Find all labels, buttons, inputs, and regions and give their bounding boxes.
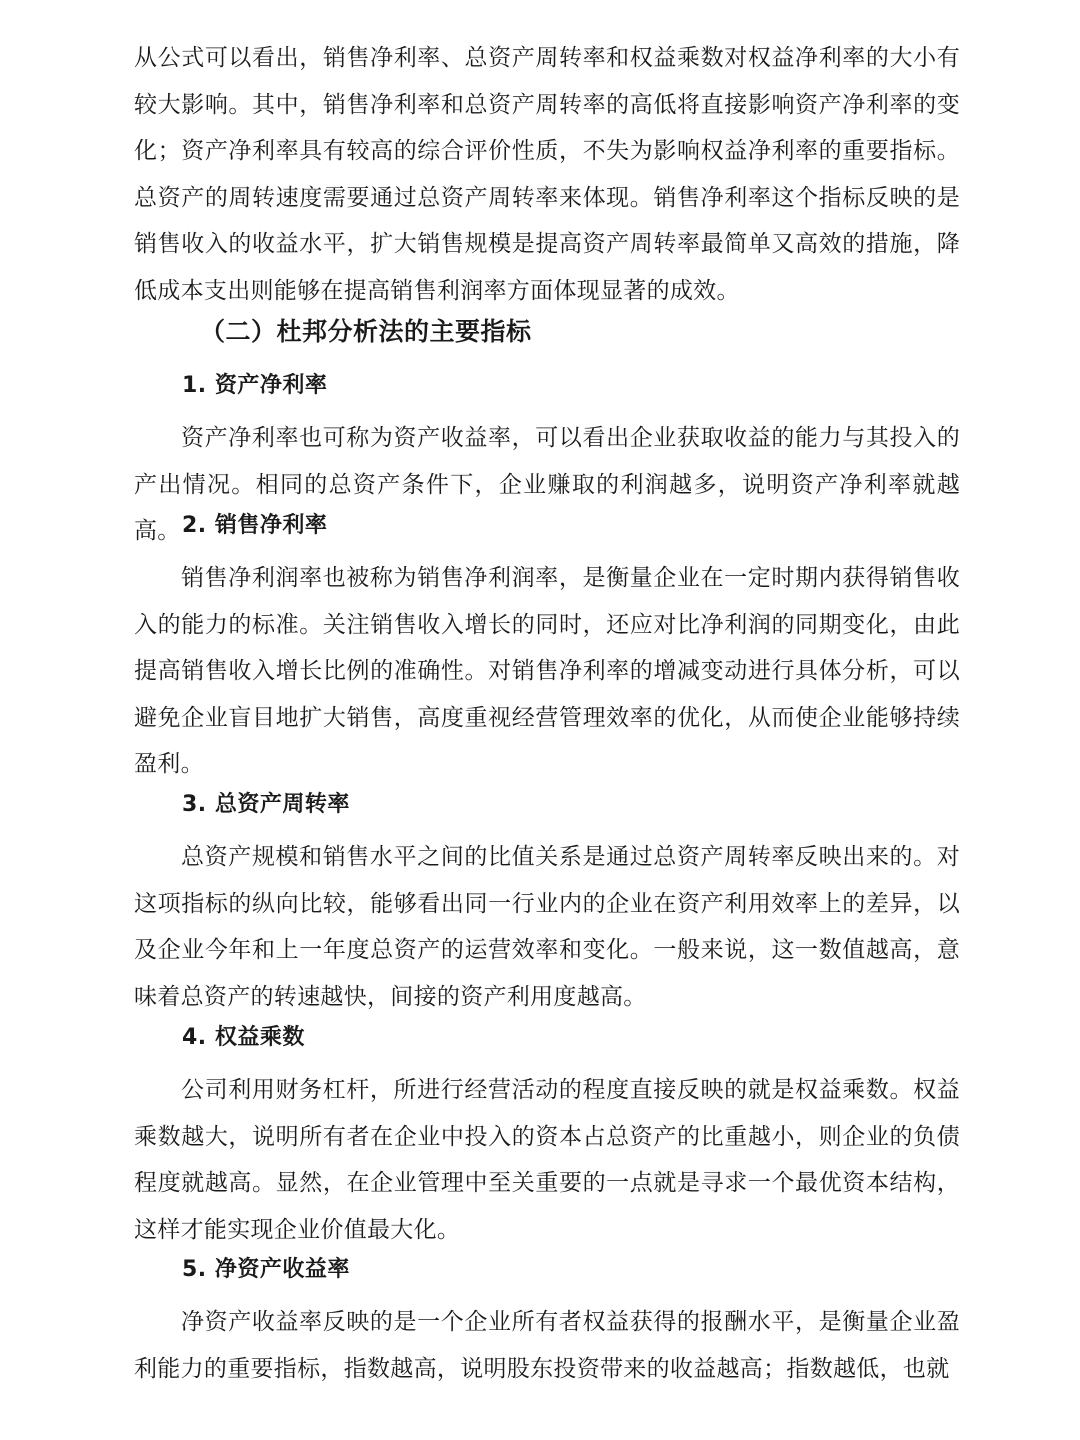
intro-paragraph: 从公式可以看出，销售净利率、总资产周转率和权益乘数对权益净利率的大小有较大影响。其中，销售净利率和总资产周转率的高低将直接影响资产净利率的变化；资产净利率具有较高的综合评价性质，不失为影响权益净利率的重要指标。总资产的周转速度需要通过总资产周转率来体现。销售净利率这个指标反映的是销售收入的收益水平，扩大销售规模是提高资产周转率最简单又高效的措施，降低成本支出则能够在提高销售利润率方面体现显著的成效。 xyxy=(134,45,960,304)
item-5-body: 净资产收益率反映的是一个企业所有者权益获得的报酬水平，是衡量企业盈利能力的重要指标，指数越高，说明股东投资带来的收益越高；指数越低，也就 xyxy=(134,1309,960,1382)
item-3-heading: 3. 总资产周转率 xyxy=(182,792,350,817)
item-4-body: 公司利用财务杠杆，所进行经营活动的程度直接反映的就是权益乘数。权益乘数越大，说明所有者在企业中投入的资本占总资产的比重越小，则企业的负债程度就越高。显然，在企业管理中至关重要的一点就是寻求一个最优资本结构，这样才能实现企业价值最大化。 xyxy=(134,1077,960,1243)
item-5-heading: 5. 净资产收益率 xyxy=(182,1257,350,1282)
item-3-body: 总资产规模和销售水平之间的比值关系是通过总资产周转率反映出来的。对这项指标的纵向比较，能够看出同一行业内的企业在资产利用效率上的差异，以及企业今年和上一年度总资产的运营效率和变化。一般来说，这一数值越高，意味着总资产的转速越快，间接的资产利用度越高。 xyxy=(134,844,960,1010)
section-title: （二）杜邦分析法的主要指标 xyxy=(200,317,532,346)
item-4-heading: 4. 权益乘数 xyxy=(182,1025,305,1050)
item-2-heading: 2. 销售净利率 xyxy=(182,513,328,538)
item-2-body: 销售净利润率也被称为销售净利润率，是衡量企业在一定时期内获得销售收入的能力的标准。关注销售收入增长的同时，还应对比净利润的同期变化，由此提高销售收入增长比例的准确性。对销售净利率的增减变动进行具体分析，可以避免企业盲目地扩大销售，高度重视经营管理效率的优化，从而使企业能够持续盈利。 xyxy=(134,565,960,777)
item-1-heading: 1. 资产净利率 xyxy=(182,373,328,398)
item-1-body: 资产净利率也可称为资产收益率，可以看出企业获取收益的能力与其投入的产出情况。相同的总资产条件下，企业赚取的利润越多，说明资产净利率就越高。 xyxy=(134,425,960,544)
